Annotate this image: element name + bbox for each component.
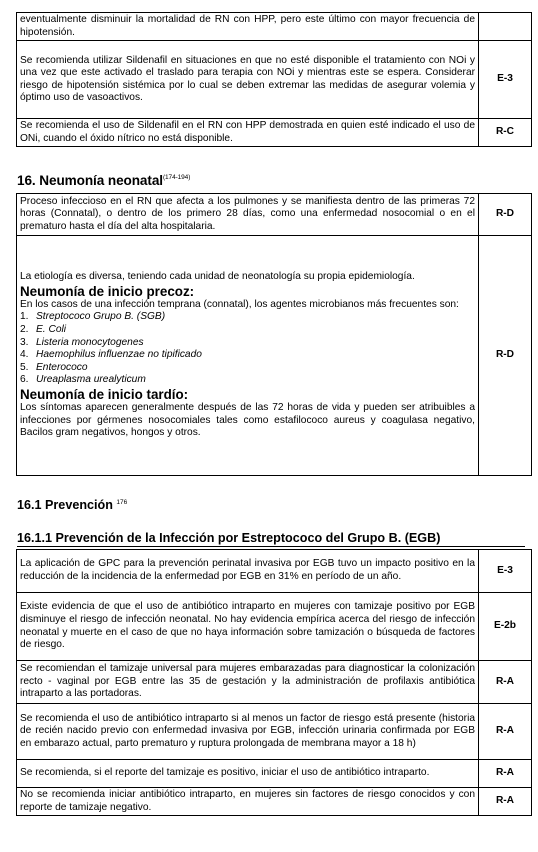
list-item: 2. E. Coli [20,324,67,336]
list-item: 5. Enterococo [20,361,88,373]
evidence-level: R-C [479,119,532,147]
early-onset-heading: Neumonía de inicio precoz: [20,283,195,299]
table-row [17,236,532,476]
etiology-intro: La etiología es diversa, teniendo cada unidad de neonatología su propia epidemiología. [20,271,415,283]
section-title: 16.1.1 Prevención de la Infección por Estreptococo del Grupo B. (EGB) [17,531,441,545]
section-heading-egb [17,531,525,547]
recommendation-table-egb [16,549,532,816]
recommendation-text: Se recomienda, si el reporte del tamizaje es positivo, iniciar el uso de antibiótico intraparto. [17,760,479,788]
evidence-text: Existe evidencia de que el uso de antibiótico intraparto en mujeres con tamizaje positivo por EGB disminuye el riesgo de infección neonatal. No hay evidencia empírica acerca del riesgo de infección neonatal y muerte en el caso de que no haya información sobre tamización o búsqueda de factores de riesgo. [17,593,479,661]
list-item: 3. Listeria monocytogenes [20,336,144,348]
evidence-level [479,13,532,41]
evidence-level: E-3 [479,41,532,119]
evidence-text: La aplicación de GPC para la prevención perinatal invasiva por EGB tuvo un impacto positivo en la reducción de la incidencia de la enfermedad por EGB en 31% en período de un año. [17,550,479,593]
list-item: 1. Streptococo Grupo B. (SGB) [20,311,166,323]
evidence-level: R-D [479,194,532,236]
evidence-level: E-3 [479,550,532,593]
recommendation-table-neumonia [16,193,532,476]
table-row [17,661,532,704]
list-item: 6. Ureaplasma urealyticum [20,374,146,386]
table-row [17,550,532,593]
table-row [17,41,532,119]
evidence-level: R-A [479,788,532,816]
etiology-cell [17,236,479,476]
evidence-level: R-D [479,236,532,476]
definition-text: Proceso infeccioso en el RN que afecta a los pulmones y se manifiesta dentro de las primeras 72 horas (Connatal), o dentro de los primero 28 días, como una enfermedad nosocomial o en el prematuro hasta el día del alta hospitalaria. [17,194,479,236]
table-row [17,760,532,788]
evidence-text: Se recomienda utilizar Sildenafil en situaciones en que no esté disponible el tratamiento con NOi y una vez que este activado el traslado para terapia con NOi y mientras este se espera. Considerar riesgo de hipotensión sistémica por lo cual se deben extremar las medidas de asegurar volemia y óptimo uso de vasoactivos. [17,41,479,119]
table-row [17,704,532,760]
recommendation-table-hpp [16,12,532,147]
list-item: 4. Haemophilus influenzae no tipificado [20,349,202,361]
evidence-level: R-A [479,661,532,704]
table-row [17,119,532,147]
early-onset-text: En los casos de una infección temprana (connatal), los agentes microbianos más frecuentes son: [20,298,459,310]
evidence-level: R-A [479,760,532,788]
section-heading-neumonia [17,173,190,188]
evidence-level: R-A [479,704,532,760]
recommendation-text: Se recomiendan el tamizaje universal para mujeres embarazadas para diagnosticar la colonización recto - vaginal por EGB entre las 35 de gestación y la administración de profilaxis antibiótica intraparto a las portadoras. [17,661,479,704]
evidence-text: eventualmente disminuir la mortalidad de RN con HPP, pero este último con mayor frecuencia de hipotensión. [17,13,479,41]
recommendation-text: Se recomienda el uso de Sildenafil en el RN con HPP demostrada en quien esté indicado el uso de ONi, cuando el óxido nítrico no está disponible. [17,119,479,147]
recommendation-text: No se recomienda iniciar antibiótico intraparto, en mujeres sin factores de riesgo conocidos y con reporte de tamizaje negativo. [17,788,479,816]
section-heading-prevencion [17,498,127,512]
section-reference: 176 [116,499,128,506]
table-row [17,788,532,816]
late-onset-heading: Neumonía de inicio tardío: [20,386,189,402]
table-row [17,194,532,236]
table-row [17,13,532,41]
section-reference: (174-194) [162,174,191,181]
table-row [17,593,532,661]
evidence-level: E-2b [479,593,532,661]
recommendation-text: Se recomienda el uso de antibiótico intraparto si al menos un factor de riesgo está presente (historia de recién nacido previo con enfermedad invasiva por EGB, infección urinaria confirmada por EGB en embarazo actual, parto prematuro y ruptura prolongada de membrana mayor a 18 h) [17,704,479,760]
section-title: 16. Neumonía neonatal [17,173,163,188]
agent-list [20,311,475,387]
section-title: 16.1 Prevención [17,498,113,512]
late-onset-text: Los síntomas aparecen generalmente después de las 72 horas de vida y pueden ser atribuibles a infecciones por gérmenes nosocomiales tales como estafilococo aureus y coagulasa negativo, Bacilos gram negativos, hongos y otros. [20,401,475,439]
